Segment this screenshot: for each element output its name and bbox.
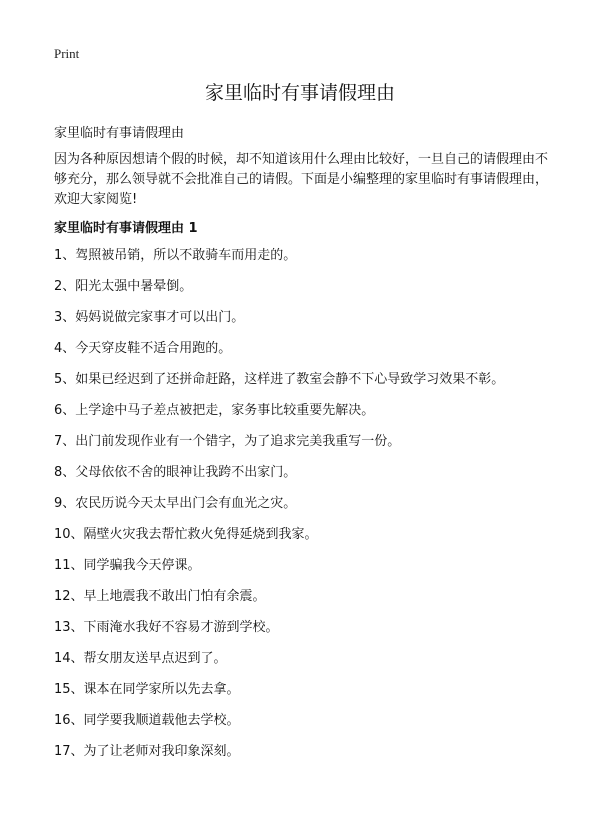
reason-list (54, 246, 564, 773)
list-item: 4、今天穿皮鞋不适合用跑的。 (54, 341, 232, 356)
list-item: 8、父母依依不舍的眼神让我跨不出家门。 (54, 465, 297, 480)
list-item: 6、上学途中马子差点被把走，家务事比较重要先解决。 (54, 403, 375, 418)
list-item: 1、驾照被吊销，所以不敢骑车而用走的。 (54, 248, 297, 263)
list-item: 7、出门前发现作业有一个错字，为了追求完美我重写一份。 (54, 434, 401, 449)
subtitle: 家里临时有事请假理由 (54, 126, 185, 141)
print-link[interactable]: Print (54, 46, 80, 61)
intro-paragraph: 因为各种原因想请个假的时候，却不知道该用什么理由比较好，一旦自己的请假理由不够充分，那么领导就不会批准自己的请假。下面是小编整理的家里临时有事请假理由，欢迎大家阅览! (54, 152, 549, 207)
list-item: 3、妈妈说做完家事才可以出门。 (54, 310, 245, 325)
list-item: 5、如果已经迟到了还拼命赶路，这样进了教室会静不下心导致学习效果不彰。 (54, 372, 505, 387)
list-item: 2、阳光太强中暑晕倒。 (54, 279, 193, 294)
list-item: 14、帮女朋友送早点迟到了。 (54, 651, 227, 666)
list-item: 11、同学骗我今天停课。 (54, 558, 201, 573)
list-item: 9、农民历说今天太早出门会有血光之灾。 (54, 496, 297, 511)
list-item: 13、下雨淹水我好不容易才游到学校。 (54, 620, 279, 635)
list-item: 10、隔壁火灾我去帮忙救火免得延烧到我家。 (54, 527, 318, 542)
list-item: 16、同学要我顺道载他去学校。 (54, 713, 240, 728)
page-title: 家里临时有事请假理由 (204, 82, 395, 104)
list-item: 17、为了让老师对我印象深刻。 (54, 744, 240, 759)
list-item: 15、课本在同学家所以先去拿。 (54, 682, 240, 697)
section-heading: 家里临时有事请假理由 1 (54, 221, 198, 236)
list-item: 12、早上地震我不敢出门怕有余震。 (54, 589, 266, 604)
